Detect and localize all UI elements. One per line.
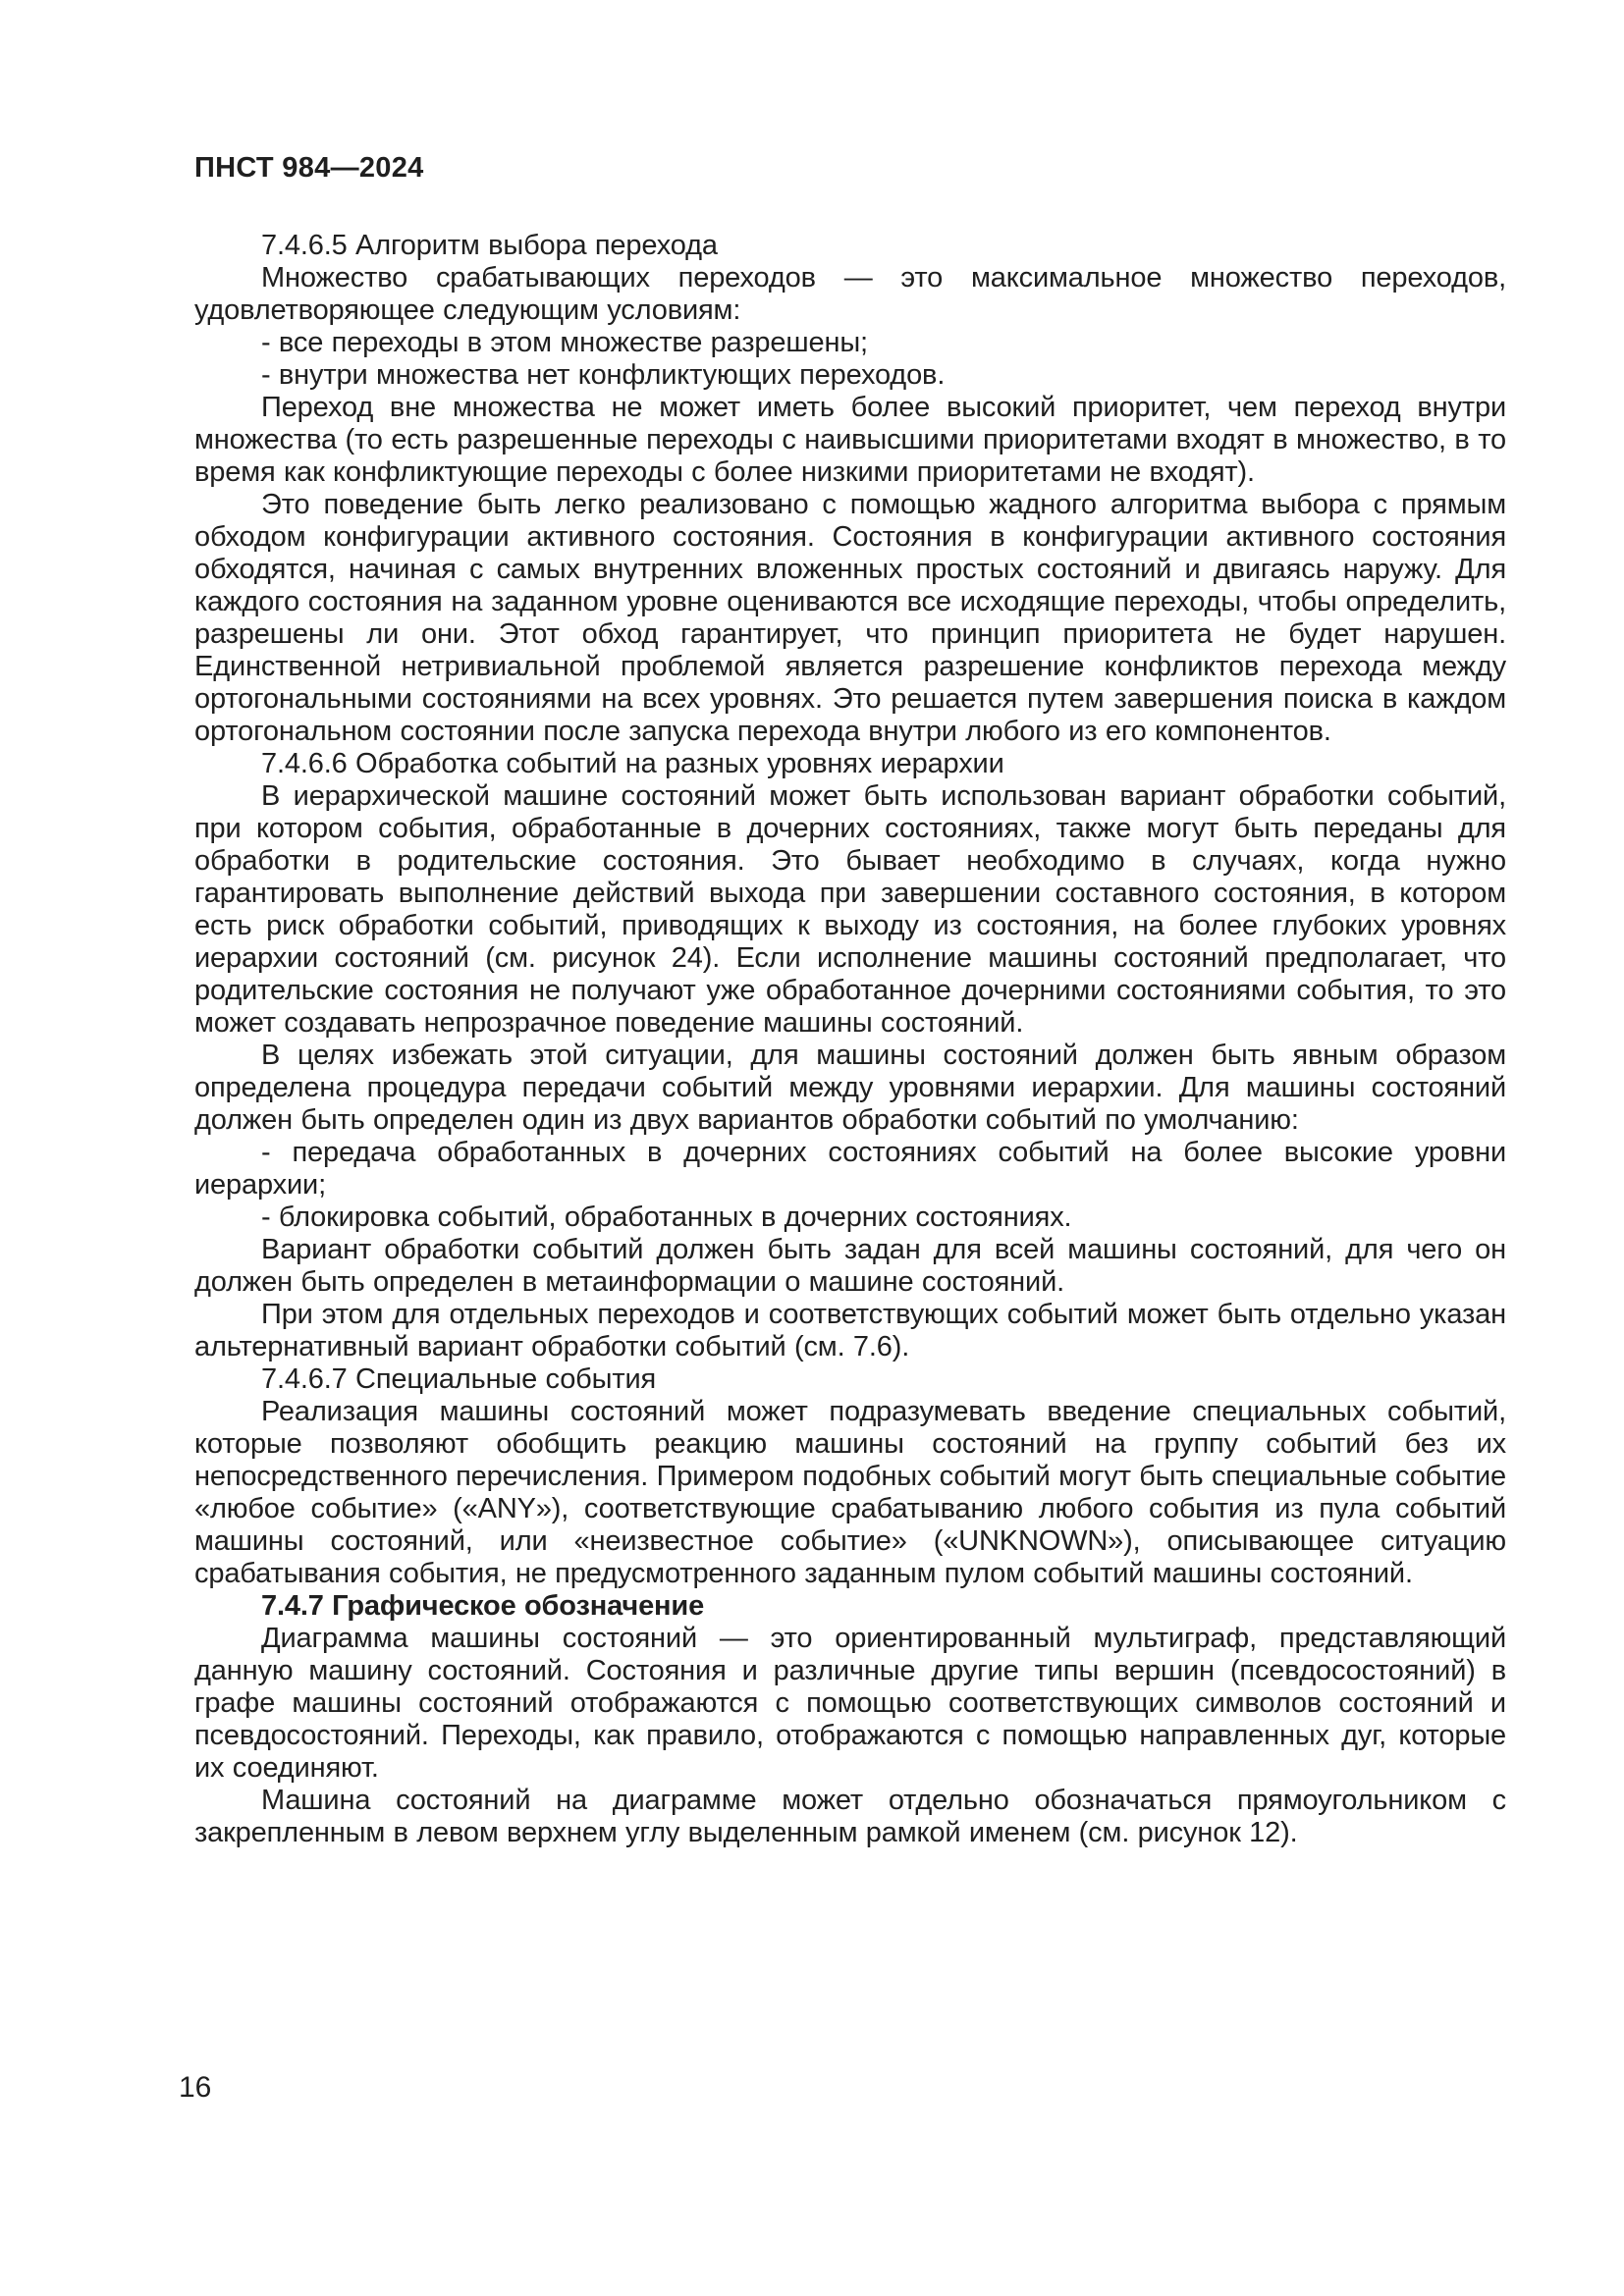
section-heading: 7.4.6.7 Специальные события [261,1363,657,1395]
list-item: - передача обработанных в дочерних состояниях событий на более высокие уровни иерархии; [194,1137,1506,1201]
list-item: - внутри множества нет конфликтующих переходов. [261,359,946,391]
document-body [194,230,1506,1849]
section-heading: 7.4.6.5 Алгоритм выбора перехода [261,230,718,261]
section-heading-bold: 7.4.7 Графическое обозначение [261,1590,705,1622]
document-header: ПНСТ 984—2024 [194,152,424,184]
page-number: 16 [179,2071,212,2104]
paragraph: При этом для отдельных переходов и соответствующих событий может быть отдельно указан альтернативный вариант обработки событий (см. 7.6). [194,1299,1506,1362]
paragraph: Вариант обработки событий должен быть задан для всей машины состояний, для чего он должен быть определен в метаинформации о машине состояний. [194,1234,1506,1298]
paragraph: В иерархической машине состояний может быть использован вариант обработки событий, при котором события, обработанные в дочерних состояниях, также могут быть переданы для обработки в родительские состояния. Это бывает необходимо в случаях, когда нужно гарантировать выполнение действий выхода при завершении составного состояния, в котором есть риск обработки событий, приводящих к выходу из состояния, на более глубоких уровнях иерархии состояний (см. рисунок 24). Если исполнение машины состояний предполагает, что родительские состояния не получают уже обработанное дочерними состояниями события, то это может создавать непрозрачное поведение машины состояний. [194,780,1506,1039]
paragraph: Реализация машины состояний может подразумевать введение специальных событий, которые позволяют обобщить реакцию машины состояний на группу событий без их непосредственного перечисления. Примером подобных событий могут быть специальные событие «любое событие» («ANY»), соответствующие срабатыванию любого события из пула событий машины состояний, или «неизвестное событие» («UNKNOWN»), описывающее ситуацию срабатывания события, не предусмотренного заданным пулом событий машины состояний. [194,1396,1506,1589]
list-item: - все переходы в этом множестве разрешены; [261,327,868,358]
list-item: - блокировка событий, обработанных в дочерних состояниях. [261,1201,1072,1233]
paragraph: Это поведение быть легко реализовано с помощью жадного алгоритма выбора с прямым обходом конфигурации активного состояния. Состояния в конфигурации активного состояния обходятся, начиная с самых внутренних вложенных простых состояний и двигаясь наружу. Для каждого состояния на заданном уровне оцениваются все исходящие переходы, чтобы определить, разрешены ли они. Этот обход гарантирует, что принцип приоритета не будет нарушен. Единственной нетривиальной проблемой является разрешение конфликтов перехода между ортогональными состояниями на всех уровнях. Это решается путем завершения поиска в каждом ортогональном состоянии после запуска перехода внутри любого из его компонентов. [194,489,1506,747]
paragraph: Машина состояний на диаграмме может отдельно обозначаться прямоугольником с закрепленным в левом верхнем углу выделенным рамкой именем (см. рисунок 12). [194,1785,1506,1848]
paragraph: Множество срабатывающих переходов — это максимальное множество переходов, удовлетворяющее следующим условиям: [194,262,1506,326]
paragraph: В целях избежать этой ситуации, для машины состояний должен быть явным образом определена процедура передачи событий между уровнями иерархии. Для машины состояний должен быть определен один из двух вариантов обработки событий по умолчанию: [194,1040,1506,1136]
section-heading: 7.4.6.6 Обработка событий на разных уровнях иерархии [261,748,1004,779]
paragraph: Переход вне множества не может иметь более высокий приоритет, чем переход внутри множества (то есть разрешенные переходы с наивысшими приоритетами входят в множество, в то время как конфликтующие переходы с более низкими приоритетами не входят). [194,392,1506,488]
paragraph: Диаграмма машины состояний — это ориентированный мультиграф, представляющий данную машину состояний. Состояния и различные другие типы вершин (псевдосостояний) в графе машины состояний отображаются с помощью соответствующих символов состояний и псевдосостояний. Переходы, как правило, отображаются с помощью направленных дуг, которые их соединяют. [194,1623,1506,1784]
